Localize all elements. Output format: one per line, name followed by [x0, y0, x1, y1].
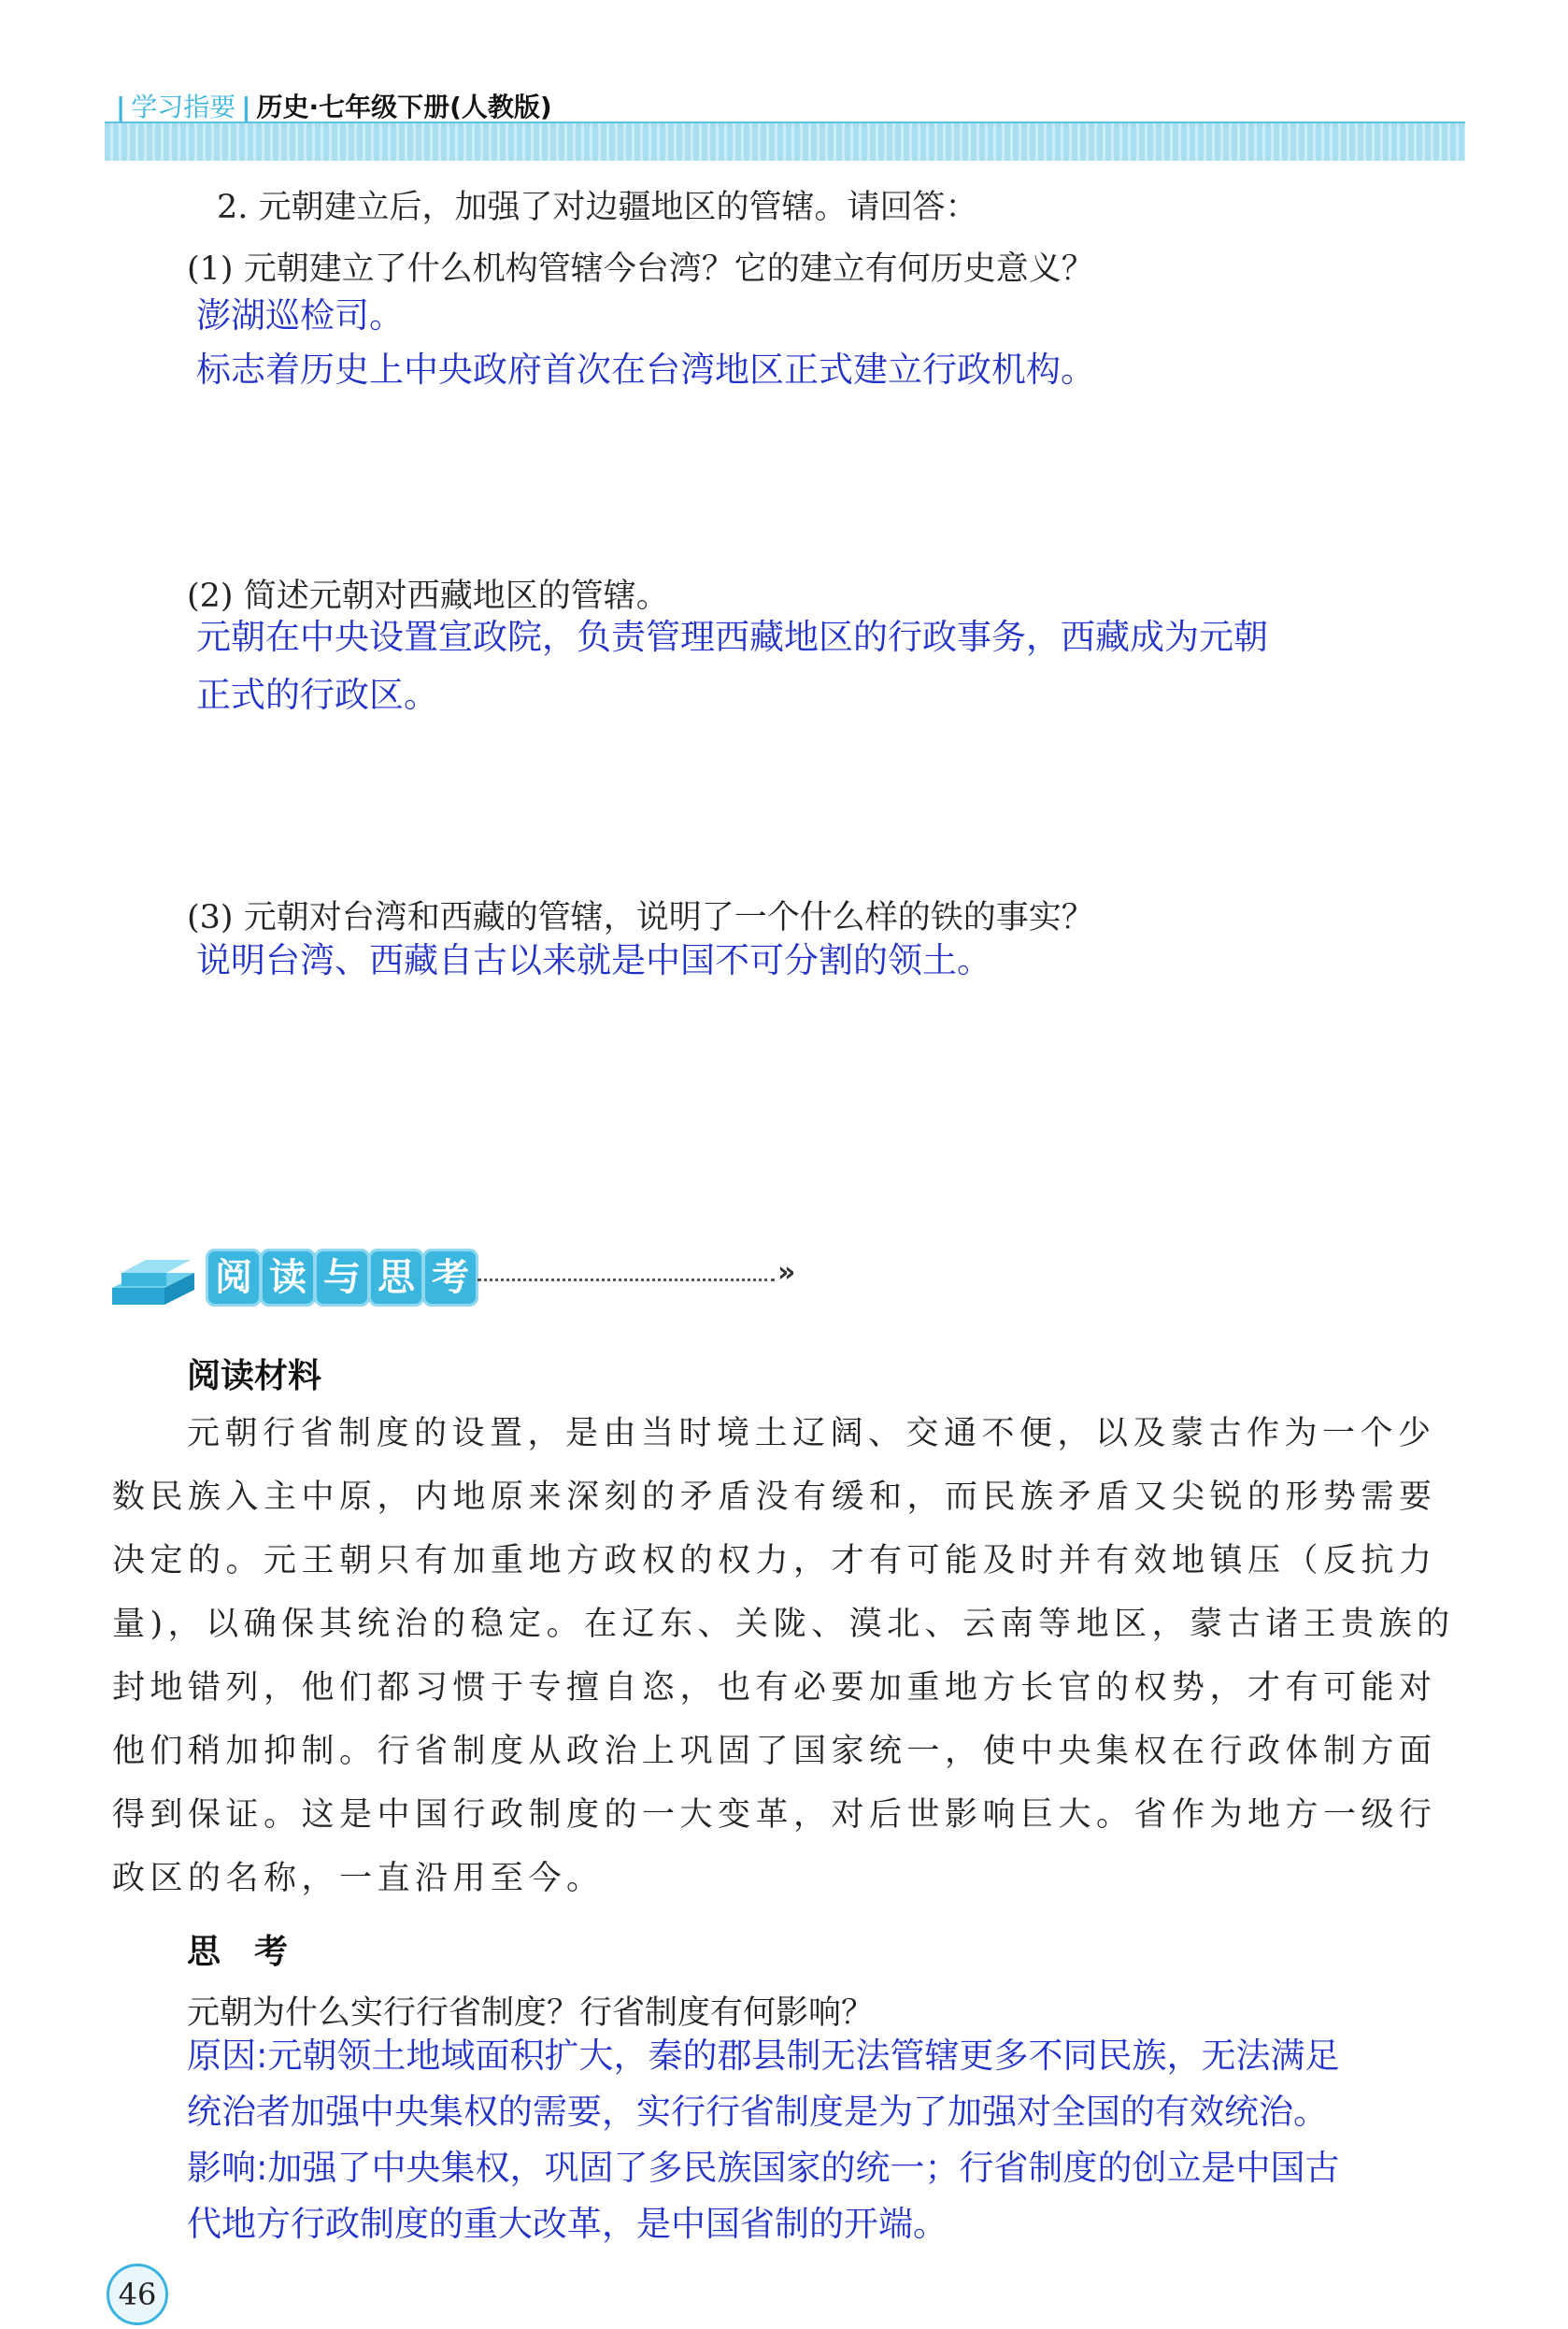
running-header: | 学习指要 | 历史·七年级下册(人教版) — [116, 92, 552, 122]
question-2-1: (1) 元朝建立了什么机构管辖今台湾？它的建立有何历史意义？ — [187, 250, 1094, 288]
banner-char-3: 与 — [314, 1249, 370, 1307]
material-line-8: 政区的名称，一直沿用至今。 — [112, 1860, 605, 1897]
think-heading: 思 考 — [187, 1933, 289, 1971]
material-line-4: 量)，以确保其统治的稳定。在辽东、关陇、漠北、云南等地区，蒙古诸王贵族的 — [112, 1606, 1455, 1643]
think-answer-line-1: 原因:元朝领土地域面积扩大，秦的郡县制无法管辖更多不同民族，无法满足 — [187, 2036, 1340, 2076]
books-icon — [108, 1250, 198, 1310]
banner-char-1: 阅 — [206, 1249, 262, 1307]
material-line-5: 封地错列，他们都习惯于专擅自恣，也有必要加重地方长官的权势，才有可能对 — [112, 1669, 1437, 1707]
material-heading: 阅读材料 — [187, 1357, 322, 1395]
material-line-2: 数民族入主中原，内地原来深刻的矛盾没有缓和，而民族矛盾又尖锐的形势需要 — [112, 1479, 1437, 1516]
banner-char-4: 思 — [368, 1249, 424, 1307]
question-2-3: (3) 元朝对台湾和西藏的管辖，说明了一个什么样的铁的事实？ — [187, 899, 1094, 936]
question-2-intro: 2. 元朝建立后，加强了对边疆地区的管辖。请回答： — [217, 189, 978, 226]
material-line-1: 元朝行省制度的设置，是由当时境土辽阔、交通不便，以及蒙古作为一个少 — [187, 1415, 1436, 1452]
material-line-7: 得到保证。这是中国行政制度的一大变革，对后世影响巨大。省作为地方一级行 — [112, 1796, 1437, 1834]
material-line-6: 他们稍加抑制。行省制度从政治上巩固了国家统一，使中央集权在行政体制方面 — [112, 1733, 1437, 1770]
banner-dotted-leader — [478, 1279, 775, 1281]
think-answer-line-4: 代地方行政制度的重大改革，是中国省制的开端。 — [187, 2204, 948, 2244]
banner-arrow: » — [777, 1256, 796, 1289]
banner-char-2: 读 — [260, 1249, 316, 1307]
answer-2-2-line-2: 正式的行政区。 — [196, 675, 438, 715]
think-answer-line-3: 影响:加强了中央集权，巩固了多民族国家的统一；行省制度的创立是中国古 — [187, 2148, 1340, 2188]
answer-2-2-line-1: 元朝在中央设置宣政院，负责管理西藏地区的行政事务，西藏成为元朝 — [196, 617, 1268, 657]
header-subject: 历史·七年级下册(人教版) — [256, 92, 552, 122]
header-section: 学习指要 — [131, 92, 236, 122]
header-band — [105, 123, 1465, 161]
think-question: 元朝为什么实行行省制度？行省制度有何影响？ — [187, 1994, 875, 2032]
section-banner — [108, 1243, 800, 1316]
think-answer-line-2: 统治者加强中央集权的需要，实行行省制度是为了加强对全国的有效统治。 — [187, 2092, 1328, 2132]
answer-2-1-line-1: 澎湖巡检司。 — [196, 295, 404, 336]
question-2-2: (2) 简述元朝对西藏地区的管辖。 — [187, 578, 669, 615]
material-line-3: 决定的。元王朝只有加重地方政权的权力，才有可能及时并有效地镇压（反抗力 — [112, 1542, 1437, 1579]
page-number: 46 — [107, 2264, 168, 2325]
answer-2-1-line-2: 标志着历史上中央政府首次在台湾地区正式建立行政机构。 — [196, 350, 1095, 390]
banner-char-5: 考 — [422, 1249, 478, 1307]
answer-2-3-line-1: 说明台湾、西藏自古以来就是中国不可分割的领土。 — [196, 940, 991, 980]
